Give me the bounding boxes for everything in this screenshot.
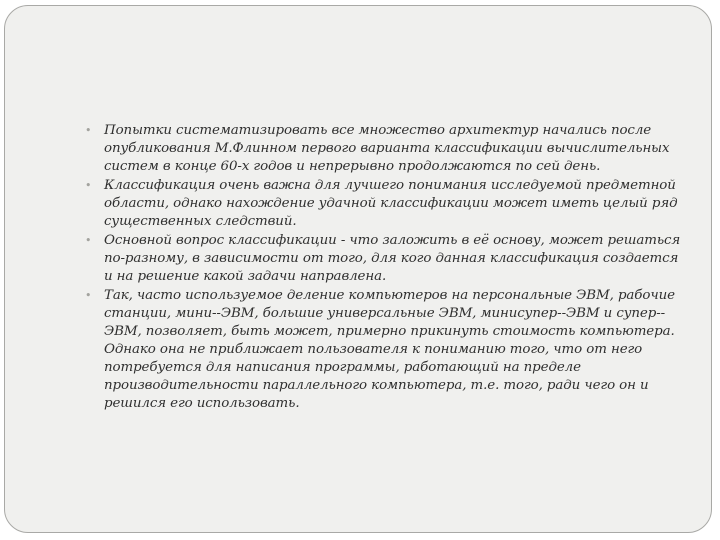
bullet-item xyxy=(85,177,689,231)
bullet-text: Так, часто используемое деление компьютеров на персональные ЭВМ, рабочие станции, мини--ЭВМ, большие универсальные ЭВМ, минисупер--ЭВМ и супер--ЭВМ, позволяет, быть может, примерно прикинуть стоимость компьютера. Однако она не приближает пользователя к пониманию того, что от него потребуется для написания программы, работающий на пределе производительности параллельного компьютера, т.е. того, ради чего он и решился его использовать. xyxy=(104,288,675,411)
bullet-text: Классификация очень важна для лучшего понимания исследуемой предметной области, однако нахождение удачной классификации может иметь целый ряд существенных следствий. xyxy=(104,178,678,229)
bullet-item xyxy=(85,232,689,286)
bullet-dot-icon: • xyxy=(85,179,92,192)
bullet-text: Основной вопрос классификации - что заложить в её основу, может решаться по-разному, в зависимости от того, для кого данная классификация создается и на решение какой задачи направлена. xyxy=(104,233,681,284)
bullet-item xyxy=(85,287,689,413)
bullet-dot-icon: • xyxy=(85,289,92,302)
bullet-text: Попытки систематизировать все множество архитектур начались после опубликования М.Флинном первого варианта классификации вычислительных систем в конце 60-х годов и непрерывно продолжаются по сей день. xyxy=(104,123,670,174)
bullet-dot-icon: • xyxy=(85,124,92,137)
bullet-item xyxy=(85,122,689,176)
bullet-dot-icon: • xyxy=(85,234,92,247)
bullet-list xyxy=(85,122,689,414)
slide-frame xyxy=(4,5,712,533)
